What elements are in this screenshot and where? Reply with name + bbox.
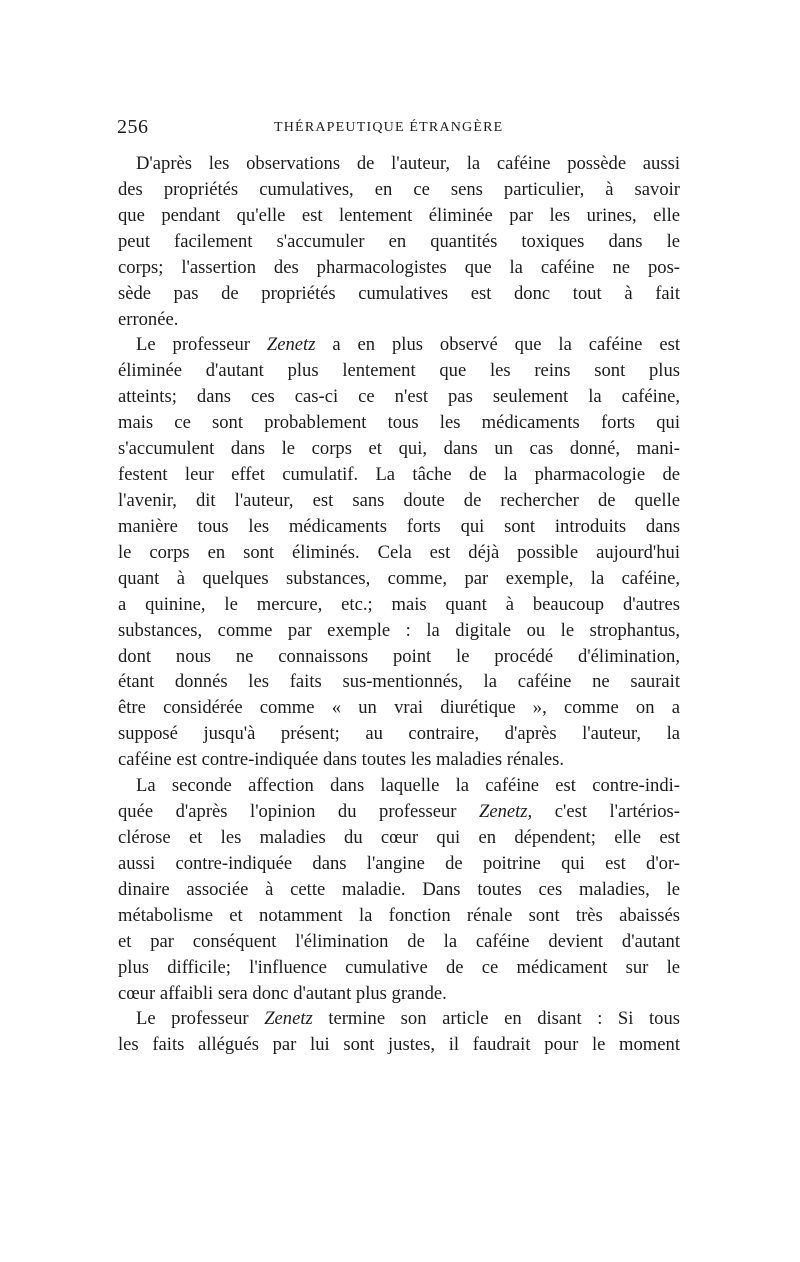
text-run: des propriétés cumulatives, en ce sens particulier, à savoir (118, 178, 680, 200)
page-number: 256 (117, 116, 149, 138)
text-run: substances, comme par exemple : la digitale ou le strophantus, (118, 619, 680, 641)
text-run: plus difficile; l'influence cumulative de ce médicament sur le (118, 956, 680, 978)
text-line (118, 540, 680, 566)
text-line (118, 281, 680, 307)
text-line (118, 1032, 680, 1058)
paragraph (118, 1006, 680, 1058)
text-line (118, 644, 680, 670)
text-line (118, 877, 680, 903)
text-run: manière tous les médicaments forts qui sont introduits dans (118, 515, 680, 537)
text-run: et par conséquent l'élimination de la caféine devient d'autant (118, 930, 680, 952)
text-line (118, 618, 680, 644)
text-line (118, 592, 680, 618)
text-line (118, 488, 680, 514)
text-line (118, 695, 680, 721)
text-line (118, 307, 680, 333)
text-run: a quinine, le mercure, etc.; mais quant à beaucoup d'autres (118, 593, 680, 615)
author-name-italic: Zenetz (264, 1008, 313, 1030)
text-line (118, 332, 680, 358)
text-run: erronée. (118, 308, 179, 330)
text-line (118, 462, 680, 488)
text-run: peut facilement s'accumuler en quantités toxiques dans le (118, 230, 680, 252)
text-run: aussi contre-indiquée dans l'angine de poitrine qui est d'or- (118, 852, 680, 874)
text-line (118, 825, 680, 851)
text-line (118, 255, 680, 281)
text-run: métabolisme et notamment la fonction rénale sont très abaissés (118, 904, 680, 926)
text-line (118, 177, 680, 203)
paragraph (118, 773, 680, 1006)
text-run: s'accumulent dans le corps et qui, dans un cas donné, mani- (118, 438, 680, 460)
text-line (118, 851, 680, 877)
text-run: sède pas de propriétés cumulatives est donc tout à fait (118, 282, 680, 304)
text-run: dont nous ne connaissons point le procédé d'élimination, (118, 645, 680, 667)
text-run: dinaire associée à cette maladie. Dans toutes ces maladies, le (118, 878, 680, 900)
text-run: c'est l'artérios- (532, 801, 680, 823)
text-line (118, 955, 680, 981)
text-run: a en plus observé que la caféine est (315, 334, 680, 356)
text-run: étant donnés les faits sus-mentionnés, la caféine ne saurait (118, 671, 680, 693)
text-run: l'avenir, dit l'auteur, est sans doute de rechercher de quelle (118, 489, 680, 511)
text-line (118, 799, 680, 825)
text-run: quant à quelques substances, comme, par exemple, la caféine, (118, 567, 680, 589)
text-line (118, 773, 680, 799)
text-run: supposé jusqu'à présent; au contraire, d'après l'auteur, la (118, 723, 680, 745)
text-line (118, 203, 680, 229)
text-line (118, 1006, 680, 1032)
page-header (117, 116, 680, 140)
text-line (118, 514, 680, 540)
text-line (118, 229, 680, 255)
text-line (118, 903, 680, 929)
running-head: THÉRAPEUTIQUE ÉTRANGÈRE (274, 120, 504, 135)
text-run: festent leur effet cumulatif. La tâche de la pharmacologie de (118, 464, 680, 486)
text-run: être considérée comme « un vrai diurétique », comme on a (118, 697, 680, 719)
text-run: le corps en sont éliminés. Cela est déjà possible aujourd'hui (118, 541, 680, 563)
text-run: que pendant qu'elle est lentement éliminée par les urines, elle (118, 204, 680, 226)
text-line (118, 151, 680, 177)
text-line (118, 721, 680, 747)
text-line (118, 384, 680, 410)
text-line (118, 747, 680, 773)
paragraph (118, 151, 680, 332)
author-name-italic: Zenetz (266, 334, 316, 356)
text-run: les faits allégués par lui sont justes, il faudrait pour le moment (118, 1034, 680, 1056)
text-run: La seconde affection dans laquelle la caféine est contre-indi- (136, 775, 680, 797)
text-run: clérose et les maladies du cœur qui en dépendent; elle est (118, 826, 680, 848)
text-run: termine son article en disant : Si tous (312, 1008, 680, 1030)
text-run: éliminée d'autant plus lentement que les reins sont plus (118, 360, 680, 382)
text-line (118, 669, 680, 695)
text-line (118, 410, 680, 436)
text-line (118, 358, 680, 384)
author-name-italic: Zenetz, (479, 801, 533, 823)
text-line (118, 929, 680, 955)
body-text (118, 151, 680, 1058)
text-line (118, 566, 680, 592)
text-run: mais ce sont probablement tous les médicaments forts qui (118, 412, 680, 434)
text-run: atteints; dans ces cas-ci ce n'est pas seulement la caféine, (118, 386, 680, 408)
text-run: D'après les observations de l'auteur, la caféine possède aussi (136, 153, 680, 174)
text-line (118, 981, 680, 1007)
text-run: quée d'après l'opinion du professeur (118, 801, 479, 823)
paragraph (118, 332, 680, 773)
text-run: cœur affaibli sera donc d'autant plus grande. (118, 982, 447, 1004)
text-line (118, 436, 680, 462)
text-run: caféine est contre-indiquée dans toutes les maladies rénales. (118, 749, 565, 771)
text-run: Le professeur (136, 1008, 265, 1030)
text-run: Le professeur (136, 334, 267, 356)
text-run: corps; l'assertion des pharmacologistes que la caféine ne pos- (118, 256, 680, 278)
